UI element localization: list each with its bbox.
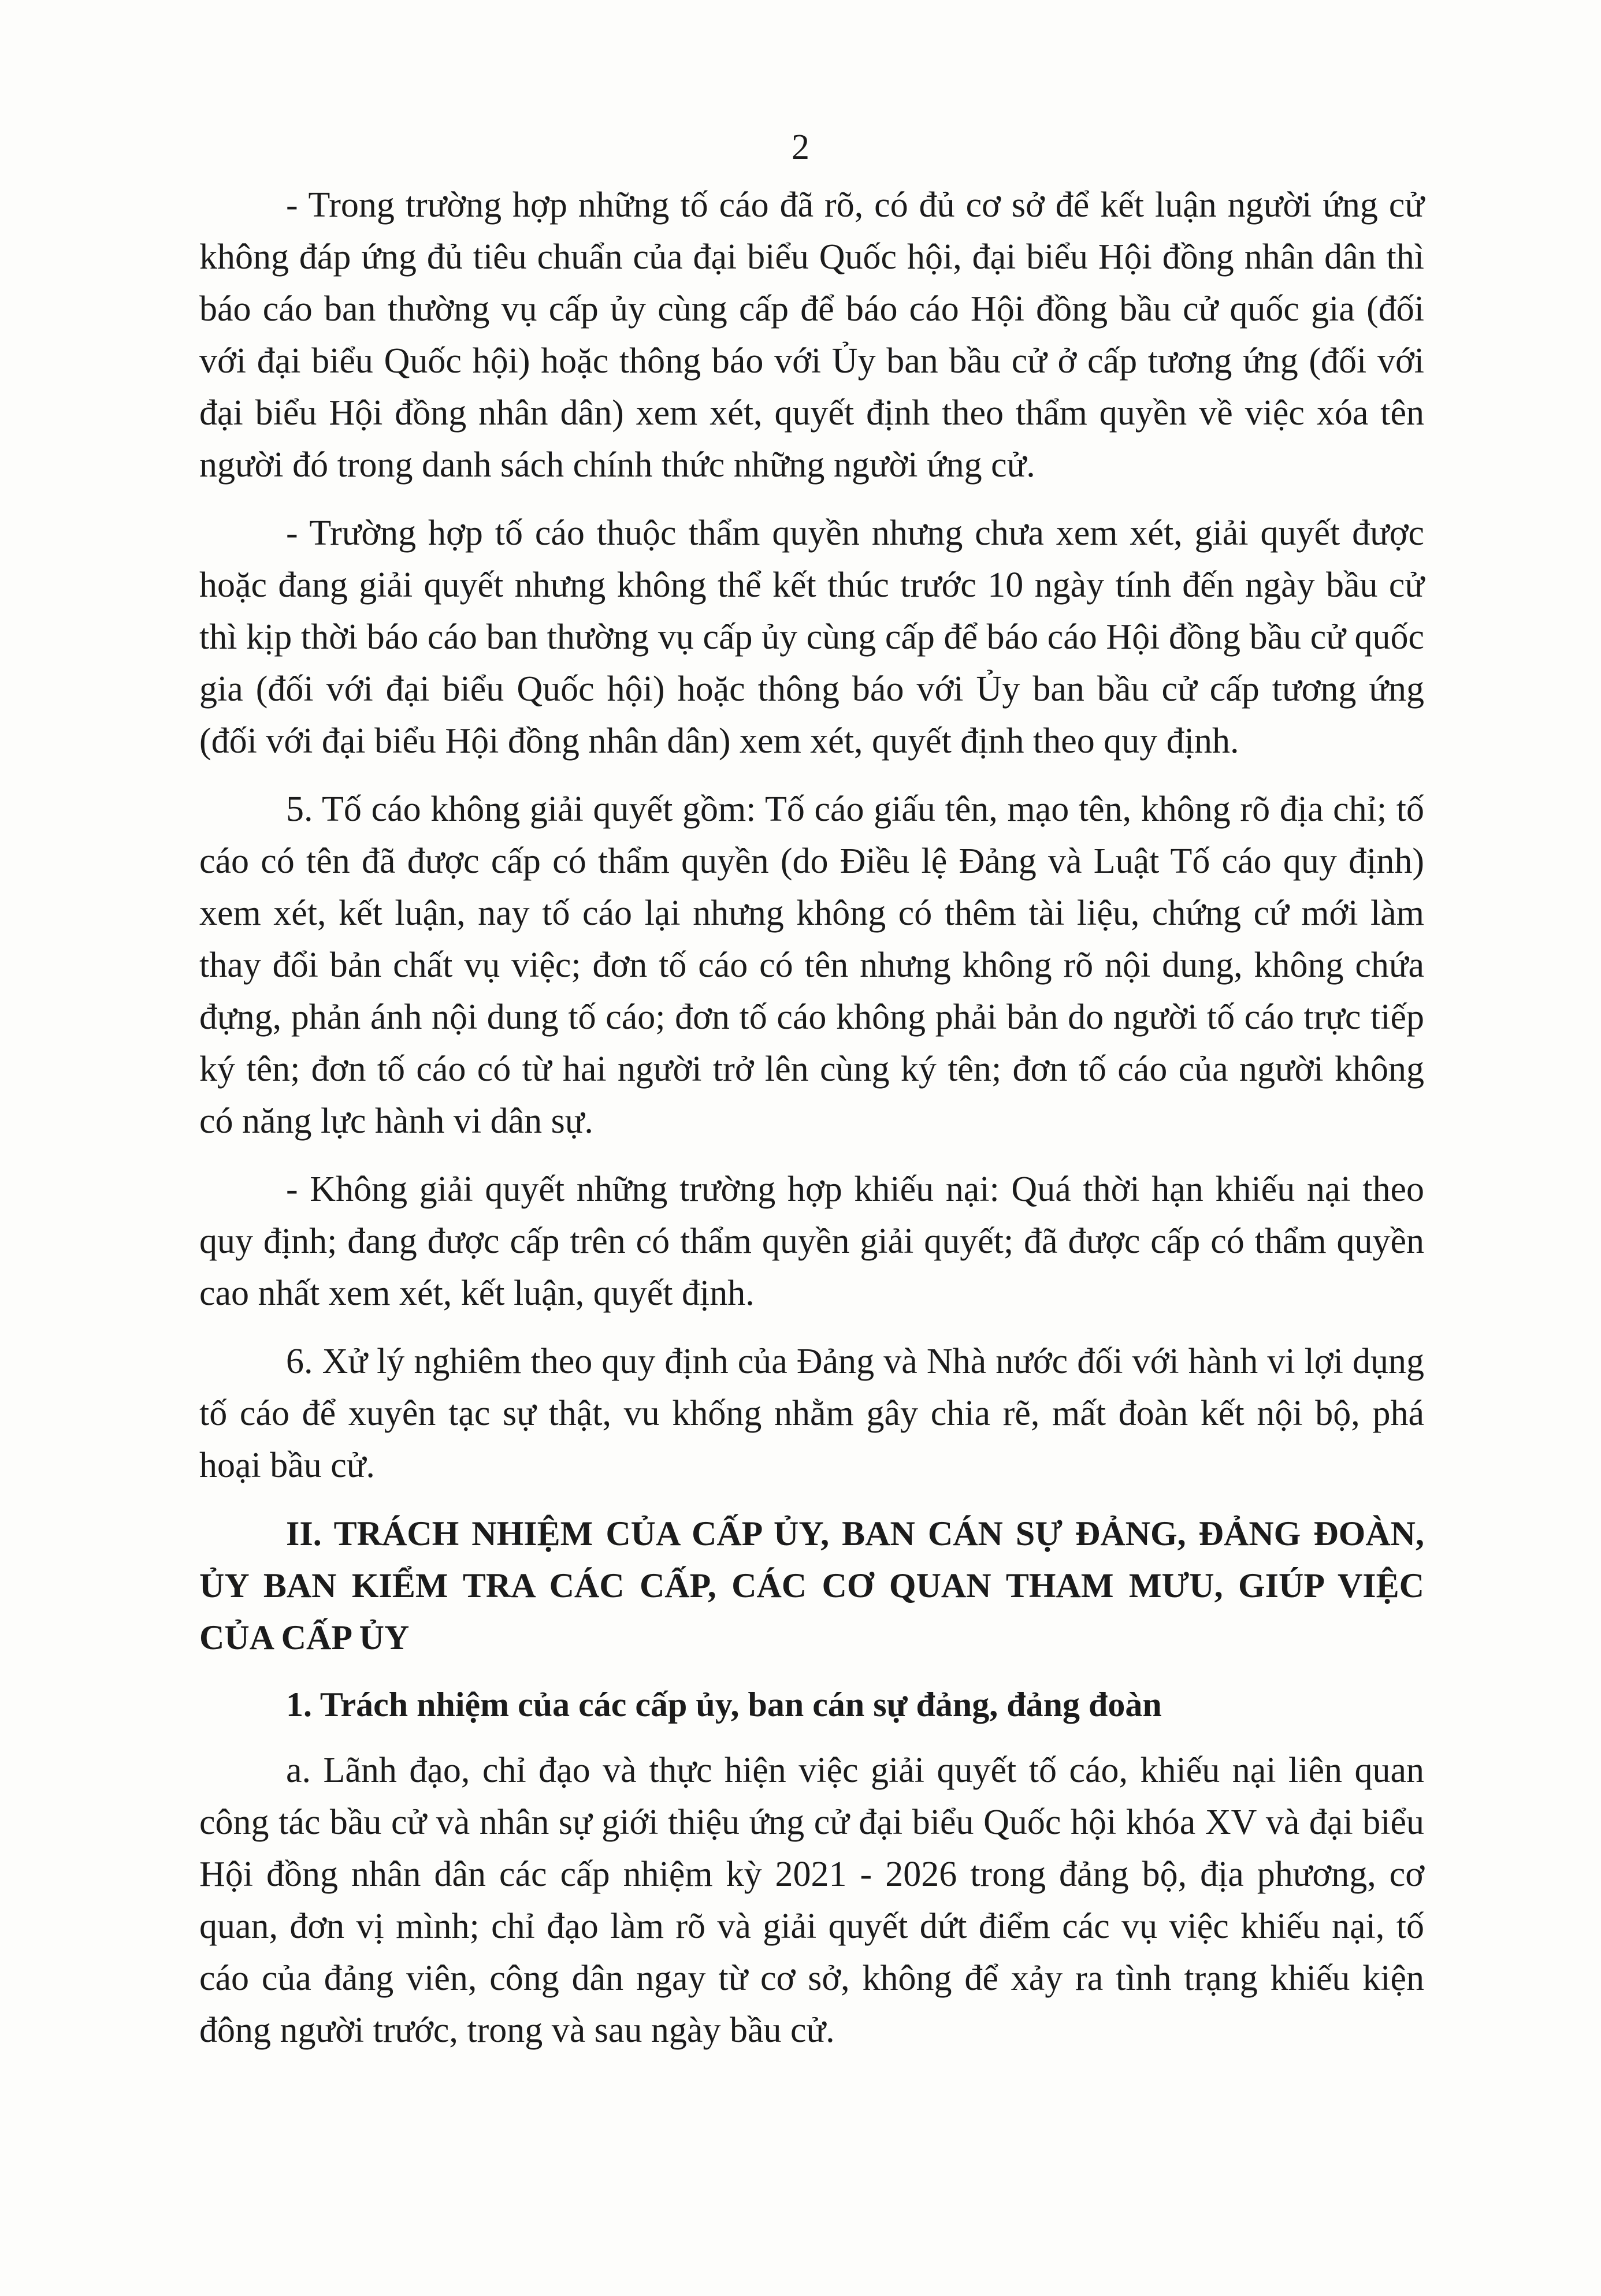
paragraph-denunciation-pending: - Trường hợp tố cáo thuộc thẩm quyền nhưng chưa xem xét, giải quyết được hoặc đang giải quyết nhưng không thể kết thúc trước 10 ngày tính đến ngày bầu cử thì kịp thời báo cáo ban thường vụ cấp ủy cùng cấp để báo cáo Hội đồng bầu cử quốc gia (đối với đại biểu Quốc hội) hoặc thông báo với Ủy ban bầu cử cấp tương ứng (đối với đại biểu Hội đồng nhân dân) xem xét, quyết định theo quy định. [199,513,1424,761]
subsection-heading: 1. Trách nhiệm của các cấp ủy, ban cán sự đảng, đảng đoàn [286,1685,1162,1724]
document-body [199,179,1424,2072]
paragraph-complaint-not-resolved: - Không giải quyết những trường hợp khiếu nại: Quá thời hạn khiếu nại theo quy định; đang được cấp trên có thẩm quyền giải quyết; đã được cấp có thẩm quyền cao nhất xem xét, kết luận, quyết định. [199,1170,1424,1313]
section-heading: II. TRÁCH NHIỆM CỦA CẤP ỦY, BAN CÁN SỰ ĐẢNG, ĐẢNG ĐOÀN, ỦY BAN KIỂM TRA CÁC CẤP, CÁC CƠ QUAN THAM MƯU, GIÚP VIỆC CỦA CẤP ỦY [199,1514,1424,1657]
paragraph-denunciation-not-resolved: 5. Tố cáo không giải quyết gồm: Tố cáo giấu tên, mạo tên, không rõ địa chỉ; tố cáo có tên đã được cấp có thẩm quyền (do Điều lệ Đảng và Luật Tố cáo quy định) xem xét, kết luận, nay tố cáo lại nhưng không có thêm tài liệu, chứng cứ mới làm thay đổi bản chất vụ việc; đơn tố cáo có tên nhưng không rõ nội dung, không chứa đựng, phản ánh nội dung tố cáo; đơn tố cáo không phải bản do người tố cáo trực tiếp ký tên; đơn tố cáo có từ hai người trở lên cùng ký tên; đơn tố cáo của người không có năng lực hành vi dân sự. [199,790,1424,1141]
page-number: 2 [792,128,809,167]
paragraph-strict-handling: 6. Xử lý nghiêm theo quy định của Đảng và Nhà nước đối với hành vi lợi dụng tố cáo để xuyên tạc sự thật, vu khống nhằm gây chia rẽ, mất đoàn kết nội bộ, phá hoại bầu cử. [199,1342,1424,1485]
paragraph-denunciation-clear: - Trong trường hợp những tố cáo đã rõ, có đủ cơ sở để kết luận người ứng cử không đáp ứng đủ tiêu chuẩn của đại biểu Quốc hội, đại biểu Hội đồng nhân dân thì báo cáo ban thường vụ cấp ủy cùng cấp để báo cáo Hội đồng bầu cử quốc gia (đối với đại biểu Quốc hội) hoặc thông báo với Ủy ban bầu cử ở cấp tương ứng (đối với đại biểu Hội đồng nhân dân) xem xét, quyết định theo thẩm quyền về việc xóa tên người đó trong danh sách chính thức những người ứng cử. [199,185,1424,485]
paragraph-leadership-responsibility: a. Lãnh đạo, chỉ đạo và thực hiện việc giải quyết tố cáo, khiếu nại liên quan công tác bầu cử và nhân sự giới thiệu ứng cử đại biểu Quốc hội khóa XV và đại biểu Hội đồng nhân dân các cấp nhiệm kỳ 2021 - 2026 trong đảng bộ, địa phương, cơ quan, đơn vị mình; chỉ đạo làm rõ và giải quyết dứt điểm các vụ việc khiếu nại, tố cáo của đảng viên, công dân ngay từ cơ sở, không để xảy ra tình trạng khiếu kiện đông người trước, trong và sau ngày bầu cử. [199,1751,1424,2050]
